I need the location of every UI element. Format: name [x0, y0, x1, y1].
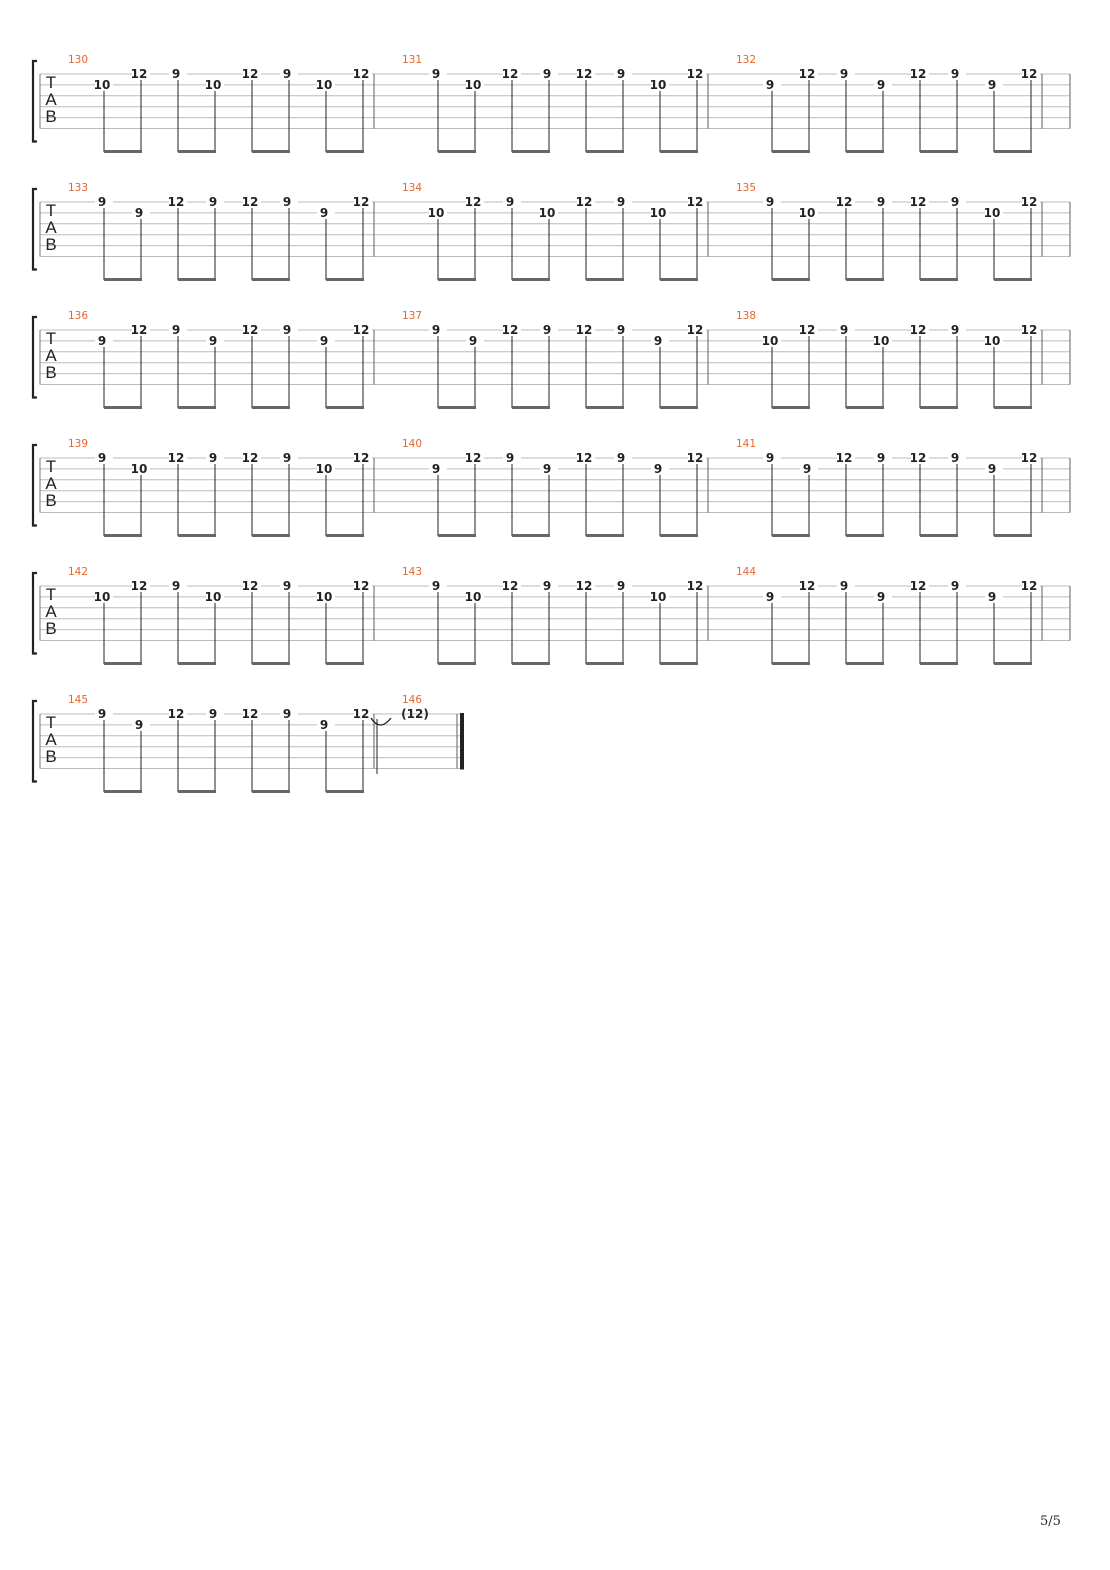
fret-number: 12 [686, 451, 704, 465]
fret-number: 9 [208, 333, 218, 348]
fret-number: 9 [208, 707, 218, 721]
fret-number: 9 [97, 451, 107, 465]
fret-number: 12 [798, 67, 816, 81]
tab-clef-a: A [45, 474, 57, 493]
fret-number: 12 [1020, 323, 1038, 337]
fret-number: 12 [575, 67, 593, 81]
fret-number: 9 [431, 461, 441, 476]
beam [920, 150, 958, 153]
beam [104, 406, 142, 409]
fret-number: 12 [501, 323, 519, 337]
fret-number: 12 [1020, 67, 1038, 81]
fret-number: 10 [204, 77, 222, 92]
measure-number: 140 [402, 438, 423, 450]
beam [586, 534, 624, 537]
tab-clef-a: A [45, 90, 57, 109]
fret-number: 10 [315, 77, 333, 92]
fret-number: 10 [983, 333, 1001, 348]
measure-number: 133 [68, 182, 89, 194]
fret-number: 9 [765, 451, 775, 465]
fret-number: 9 [616, 195, 626, 209]
beam [252, 534, 290, 537]
fret-number: 9 [97, 333, 107, 348]
measure-137 [402, 310, 708, 409]
beam [178, 278, 216, 281]
tab-system [33, 182, 1070, 281]
tab-system [33, 694, 464, 793]
fret-number: 10 [464, 589, 482, 604]
tab-clef-b: B [45, 491, 57, 510]
measure-number: 144 [736, 566, 757, 578]
fret-number: 9 [134, 717, 144, 732]
beam [512, 278, 550, 281]
fret-number: 9 [839, 323, 849, 337]
tab-clef-t: T [45, 329, 57, 348]
beam [252, 790, 290, 793]
measure-number: 143 [402, 566, 423, 578]
fret-number: 12 [352, 579, 370, 593]
beam [994, 150, 1032, 153]
fret-number: 9 [987, 589, 997, 604]
beam [660, 150, 698, 153]
fret-number: 10 [649, 589, 667, 604]
fret-number: 12 [909, 67, 927, 81]
fret-number: 9 [505, 195, 515, 209]
fret-number: 10 [649, 77, 667, 92]
beam [846, 406, 884, 409]
fret-number: 9 [950, 67, 960, 81]
fret-number: 12 [909, 451, 927, 465]
measure-144 [736, 566, 1042, 665]
fret-number: 9 [468, 333, 478, 348]
fret-number: 9 [653, 461, 663, 476]
fret-number: 12 [501, 67, 519, 81]
beam [178, 790, 216, 793]
fret-number: 12 [352, 67, 370, 81]
beam [586, 278, 624, 281]
beam [772, 534, 810, 537]
fret-number: 9 [876, 589, 886, 604]
measure-139 [68, 438, 374, 537]
fret-number: 12 [241, 323, 259, 337]
beam [660, 534, 698, 537]
fret-number: 12 [686, 67, 704, 81]
fret-number: 9 [431, 323, 441, 337]
fret-number: 12 [909, 579, 927, 593]
fret-number: 12 [241, 579, 259, 593]
measure-146 [371, 694, 429, 774]
measure-number: 132 [736, 54, 757, 66]
beam [252, 662, 290, 665]
fret-number: 12 [1020, 451, 1038, 465]
measure-135 [736, 182, 1042, 281]
fret-number: 9 [876, 451, 886, 465]
fret-number: 9 [319, 205, 329, 220]
beam [586, 150, 624, 153]
measure-141 [736, 438, 1042, 537]
measure-number: 130 [68, 54, 89, 66]
fret-number: 9 [839, 67, 849, 81]
fret-number: 10 [315, 589, 333, 604]
tab-clef-a: A [45, 730, 57, 749]
beam [512, 662, 550, 665]
tab-clef-t: T [45, 457, 57, 476]
beam [920, 534, 958, 537]
beam [178, 662, 216, 665]
tab-clef-b: B [45, 363, 57, 382]
fret-number: 12 [464, 451, 482, 465]
fret-number: 9 [950, 451, 960, 465]
fret-number: 10 [204, 589, 222, 604]
fret-number: 9 [653, 333, 663, 348]
tab-clef-a: A [45, 346, 57, 365]
fret-number: 9 [542, 67, 552, 81]
fret-number: 12 [1020, 579, 1038, 593]
fret-number: 9 [876, 77, 886, 92]
fret-number: 12 [167, 451, 185, 465]
tab-clef-b: B [45, 619, 57, 638]
fret-number: 9 [616, 451, 626, 465]
fret-number: 9 [171, 579, 181, 593]
measure-145 [68, 694, 374, 793]
fret-number: 9 [542, 323, 552, 337]
beam [326, 790, 364, 793]
fret-number: 12 [167, 707, 185, 721]
beam [252, 406, 290, 409]
beam [438, 662, 476, 665]
fret-number: 9 [208, 451, 218, 465]
fret-number: 9 [616, 67, 626, 81]
measure-number: 145 [68, 694, 89, 706]
fret-number: 12 [130, 67, 148, 81]
beam [178, 534, 216, 537]
tab-system [33, 438, 1070, 537]
fret-number: 12 [352, 707, 370, 721]
fret-number: 9 [97, 707, 107, 721]
fret-number: 10 [872, 333, 890, 348]
measure-142 [68, 566, 374, 665]
fret-number: 10 [983, 205, 1001, 220]
measure-number: 134 [402, 182, 423, 194]
beam [104, 150, 142, 153]
tab-system [33, 54, 1070, 153]
fret-number: 12 [575, 579, 593, 593]
beam [178, 150, 216, 153]
fret-number: 9 [950, 195, 960, 209]
beam [586, 406, 624, 409]
fret-number: 10 [798, 205, 816, 220]
beam [920, 406, 958, 409]
beam [512, 150, 550, 153]
fret-number: 9 [319, 717, 329, 732]
measure-number: 139 [68, 438, 89, 450]
measure-138 [736, 310, 1042, 409]
fret-number: 9 [282, 323, 292, 337]
fret-number: 9 [839, 579, 849, 593]
fret-number: 10 [130, 461, 148, 476]
fret-number: 12 [686, 195, 704, 209]
tab-clef-t: T [45, 713, 57, 732]
measure-132 [736, 54, 1042, 153]
fret-number: 10 [538, 205, 556, 220]
beam [772, 662, 810, 665]
tab-clef-b: B [45, 235, 57, 254]
beam [326, 150, 364, 153]
beam [252, 278, 290, 281]
measure-number: 146 [402, 694, 423, 706]
fret-number: (12) [401, 707, 429, 721]
beam [438, 534, 476, 537]
fret-number: 12 [686, 579, 704, 593]
beam [994, 278, 1032, 281]
tab-clef-t: T [45, 201, 57, 220]
fret-number: 12 [464, 195, 482, 209]
beam [846, 278, 884, 281]
fret-number: 12 [352, 323, 370, 337]
fret-number: 9 [282, 707, 292, 721]
measure-number: 142 [68, 566, 89, 578]
beam [772, 278, 810, 281]
fret-number: 9 [208, 195, 218, 209]
fret-number: 9 [319, 333, 329, 348]
fret-number: 9 [431, 67, 441, 81]
beam [512, 534, 550, 537]
fret-number: 10 [427, 205, 445, 220]
fret-number: 9 [431, 579, 441, 593]
measure-140 [402, 438, 708, 537]
fret-number: 10 [93, 77, 111, 92]
fret-number: 12 [241, 451, 259, 465]
beam [660, 278, 698, 281]
measure-number: 137 [402, 310, 423, 322]
fret-number: 12 [501, 579, 519, 593]
measure-131 [402, 54, 708, 153]
measure-133 [68, 182, 374, 281]
beam [252, 150, 290, 153]
beam [104, 278, 142, 281]
tab-clef-a: A [45, 218, 57, 237]
fret-number: 9 [542, 579, 552, 593]
fret-number: 12 [352, 451, 370, 465]
system-bracket [33, 61, 37, 142]
fret-number: 9 [765, 195, 775, 209]
measure-136 [68, 310, 374, 409]
fret-number: 10 [93, 589, 111, 604]
fret-number: 10 [464, 77, 482, 92]
beam [104, 662, 142, 665]
beam [438, 406, 476, 409]
tab-clef-b: B [45, 107, 57, 126]
fret-number: 9 [282, 451, 292, 465]
beam [104, 534, 142, 537]
measure-number: 136 [68, 310, 89, 322]
beam [660, 662, 698, 665]
fret-number: 9 [950, 323, 960, 337]
beam [660, 406, 698, 409]
fret-number: 9 [950, 579, 960, 593]
fret-number: 12 [909, 323, 927, 337]
beam [326, 406, 364, 409]
beam [994, 534, 1032, 537]
fret-number: 9 [134, 205, 144, 220]
final-barline-thick [460, 713, 464, 770]
fret-number: 12 [575, 195, 593, 209]
system-bracket [33, 189, 37, 270]
beam [326, 534, 364, 537]
beam [846, 534, 884, 537]
beam [846, 662, 884, 665]
fret-number: 9 [876, 195, 886, 209]
fret-number: 9 [282, 579, 292, 593]
fret-number: 9 [171, 67, 181, 81]
fret-number: 12 [241, 67, 259, 81]
system-bracket [33, 701, 37, 782]
fret-number: 10 [649, 205, 667, 220]
beam [326, 662, 364, 665]
fret-number: 12 [798, 579, 816, 593]
fret-number: 12 [130, 323, 148, 337]
fret-number: 9 [505, 451, 515, 465]
fret-number: 10 [761, 333, 779, 348]
fret-number: 12 [835, 451, 853, 465]
fret-number: 12 [909, 195, 927, 209]
fret-number: 12 [575, 323, 593, 337]
fret-number: 12 [167, 195, 185, 209]
tab-system [33, 310, 1070, 409]
system-bracket [33, 317, 37, 398]
tab-clef-t: T [45, 73, 57, 92]
measure-130 [68, 54, 374, 153]
system-bracket [33, 445, 37, 526]
fret-number: 12 [241, 707, 259, 721]
beam [920, 662, 958, 665]
measure-number: 138 [736, 310, 757, 322]
tab-system [33, 566, 1070, 665]
page-number: 5/5 [1040, 1514, 1061, 1529]
beam [846, 150, 884, 153]
fret-number: 9 [282, 195, 292, 209]
fret-number: 12 [575, 451, 593, 465]
fret-number: 9 [987, 77, 997, 92]
fret-number: 9 [765, 77, 775, 92]
fret-number: 9 [97, 195, 107, 209]
beam [438, 278, 476, 281]
beam [326, 278, 364, 281]
beam [512, 406, 550, 409]
fret-number: 12 [798, 323, 816, 337]
fret-number: 12 [241, 195, 259, 209]
beam [772, 150, 810, 153]
fret-number: 9 [616, 323, 626, 337]
measure-number: 135 [736, 182, 757, 194]
fret-number: 9 [802, 461, 812, 476]
fret-number: 12 [1020, 195, 1038, 209]
fret-number: 9 [765, 589, 775, 604]
beam [438, 150, 476, 153]
fret-number: 10 [315, 461, 333, 476]
fret-number: 9 [171, 323, 181, 337]
beam [994, 406, 1032, 409]
fret-number: 9 [282, 67, 292, 81]
beam [178, 406, 216, 409]
fret-number: 12 [686, 323, 704, 337]
fret-number: 12 [130, 579, 148, 593]
fret-number: 12 [835, 195, 853, 209]
tab-clef-t: T [45, 585, 57, 604]
fret-number: 9 [542, 461, 552, 476]
beam [772, 406, 810, 409]
beam [104, 790, 142, 793]
measure-143 [402, 566, 708, 665]
fret-number: 12 [352, 195, 370, 209]
beam [586, 662, 624, 665]
beam [994, 662, 1032, 665]
fret-number: 9 [987, 461, 997, 476]
measure-number: 131 [402, 54, 423, 66]
measure-134 [402, 182, 708, 281]
system-bracket [33, 573, 37, 654]
beam [920, 278, 958, 281]
tab-clef-b: B [45, 747, 57, 766]
tab-clef-a: A [45, 602, 57, 621]
fret-number: 9 [616, 579, 626, 593]
measure-number: 141 [736, 438, 757, 450]
